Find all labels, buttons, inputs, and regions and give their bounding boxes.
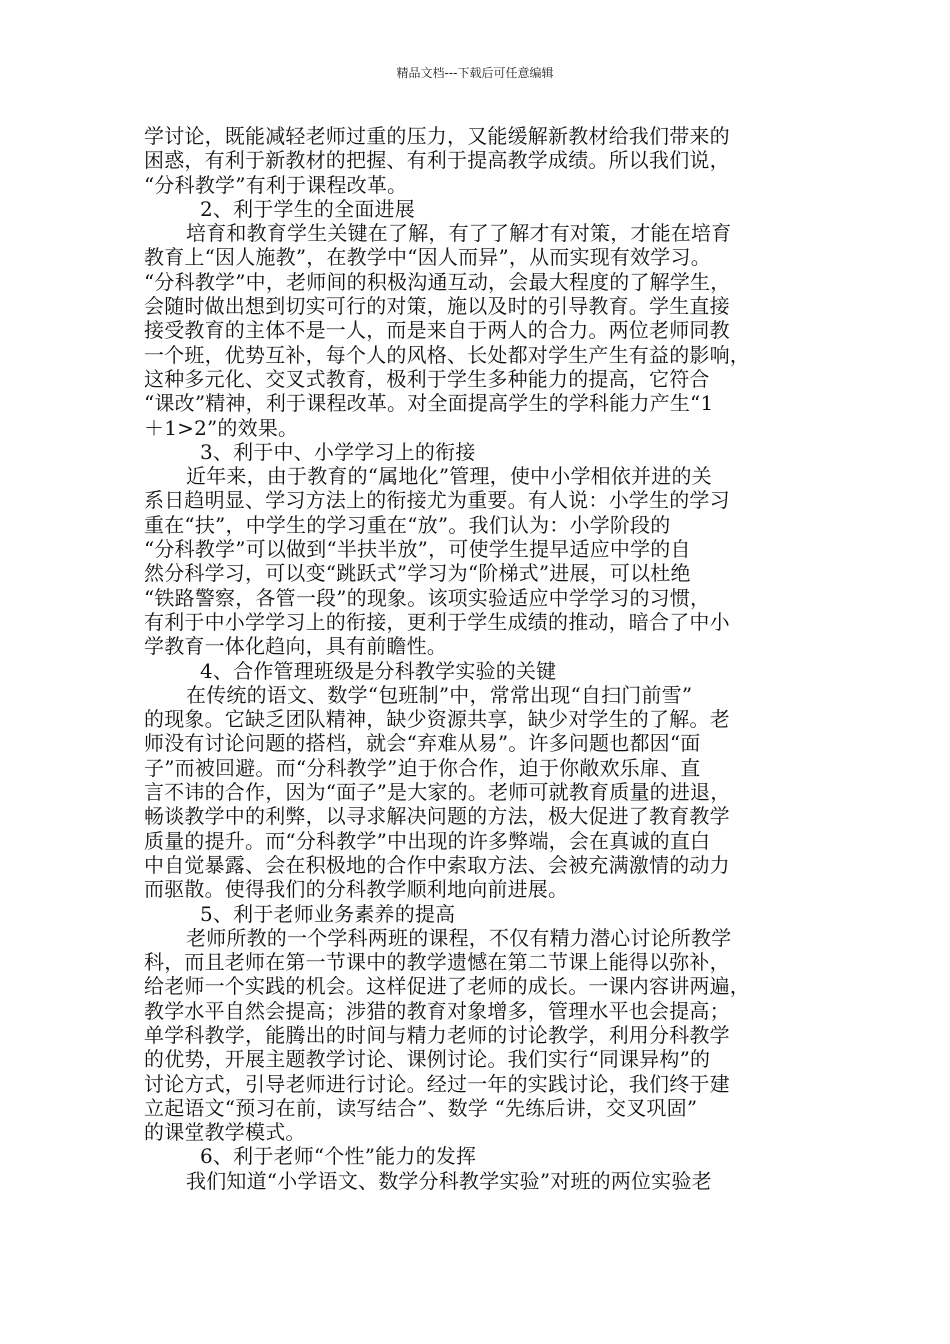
page-header: 精品文档---下载后可任意编辑 [396,66,554,80]
text-line: 近年来，由于教育的“属地化”管理，使中小学相依并进的关 [186,464,712,489]
text-line: “分科教学”中，老师间的积极沟通互动，会最大程度的了解学生， [144,269,731,294]
text-line: 一个班，优势互补，每个人的风格、长处都对学生产生有益的影响， [144,342,750,367]
text-line: 质量的提升。而“分科教学”中出现的许多弊端，会在真诚的直白 [144,828,711,853]
text-line: 这种多元化、交叉式教育，极利于学生多种能力的提高，它符合 [144,366,710,391]
text-line: 科，而且老师在第一节课中的教学遗憾在第二节课上能得以弥补， [144,950,730,975]
section-heading: 3、利于中、小学学习上的衔接 [200,439,476,464]
section-heading: 5、利于老师业务素养的提高 [200,901,456,926]
text-line: 接受教育的主体不是一人，而是来自于两人的合力。两位老师同教 [144,318,730,343]
text-line: 老师所教的一个学科两班的课程，不仅有精力潜心讨论所教学 [186,925,732,950]
text-line: 师没有讨论问题的搭档，就会“弃难从易”。许多问题也都因“面 [144,731,701,756]
document-body [144,124,806,1193]
text-line: 中自觉暴露、会在积极地的合作中索取方法、会被充满激情的动力 [144,852,730,877]
text-line: “铁路警察，各管一段”的现象。该项实验适应中学学习的习惯， [144,585,711,610]
text-line: 然分科学习，可以变“跳跃式”学习为“阶梯式”进展，可以杜绝 [144,561,691,586]
text-line: 讨论方式，引导老师进行讨论。经过一年的实践讨论，我们终于建 [144,1071,730,1096]
text-line: 系日趋明显、学习方法上的衔接尤为重要。有人说：小学生的学习 [144,488,730,513]
section-heading: 4、合作管理班级是分科教学实验的关键 [200,658,557,683]
text-line: “分科教学”可以做到“半扶半放”，可使学生提早适应中学的自 [144,537,691,562]
section-heading: 6、利于老师“个性”能力的发挥 [200,1144,477,1169]
text-line: 重在“扶”，中学生的学习重在“放”。我们认为：小学阶段的 [144,512,671,537]
text-line: 给老师一个实践的机会。这样促进了老师的成长。一课内容讲两遍， [144,974,750,999]
text-line: 学教育一体化趋向，具有前瞻性。 [144,634,447,659]
text-line: 畅谈教学中的利弊，以寻求解决问题的方法，极大促进了教育教学 [144,804,730,829]
text-line: 而驱散。使得我们的分科教学顺利地向前进展。 [144,877,569,902]
section-heading: 2、利于学生的全面进展 [200,196,415,221]
text-line: 子”而被回避。而“分科教学”迫于你合作，迫于你敞欢乐扉、直 [144,755,701,780]
text-line: 的优势，开展主题教学讨论、课例讨论。我们实行“同课异构”的 [144,1047,711,1072]
text-line: 立起语文“预习在前，读写结合”、数学 “先练后讲，交叉巩固” [144,1095,698,1120]
text-line: 会随时做出想到切实可行的对策，施以及时的引导教育。学生直接 [144,294,730,319]
text-line: 培育和教育学生关键在了解，有了了解才有对策，才能在培育 [186,221,732,246]
text-line: 教育上“因人施教”，在教学中“因人而异”，从而实现有效学习。 [144,245,711,270]
text-line: ＋1>2”的效果。 [144,415,299,440]
text-line: 困惑，有利于新教材的把握、有利于提高教学成绩。所以我们说， [144,148,730,173]
text-line: 我们知道“小学语文、数学分科教学实验”对班的两位实验老 [186,1168,712,1193]
text-line: 的课堂教学模式。 [144,1120,306,1145]
text-line: “分科教学”有利于课程改革。 [144,172,408,197]
text-line: 言不讳的合作，因为“面子”是大家的。老师可就教育质量的进退， [144,780,731,805]
text-line: “课改”精神，利于课程改革。对全面提高学生的学科能力产生“1 [144,391,714,416]
text-line: 单学科教学，能腾出的时间与精力老师的讨论教学，利用分科教学 [144,1022,730,1047]
text-line: 在传统的语文、数学“包班制”中，常常出现“自扫门前雪” [186,682,693,707]
text-line: 教学水平自然会提高；涉猎的教育对象增多，管理水平也会提高； [144,998,730,1023]
text-line: 学讨论，既能减轻老师过重的压力，又能缓解新教材给我们带来的 [144,124,730,148]
text-line: 的现象。它缺乏团队精神，缺少资源共享，缺少对学生的了解。老 [144,707,730,732]
text-line: 有利于中小学学习上的衔接，更利于学生成绩的推动，暗合了中小 [144,609,730,634]
